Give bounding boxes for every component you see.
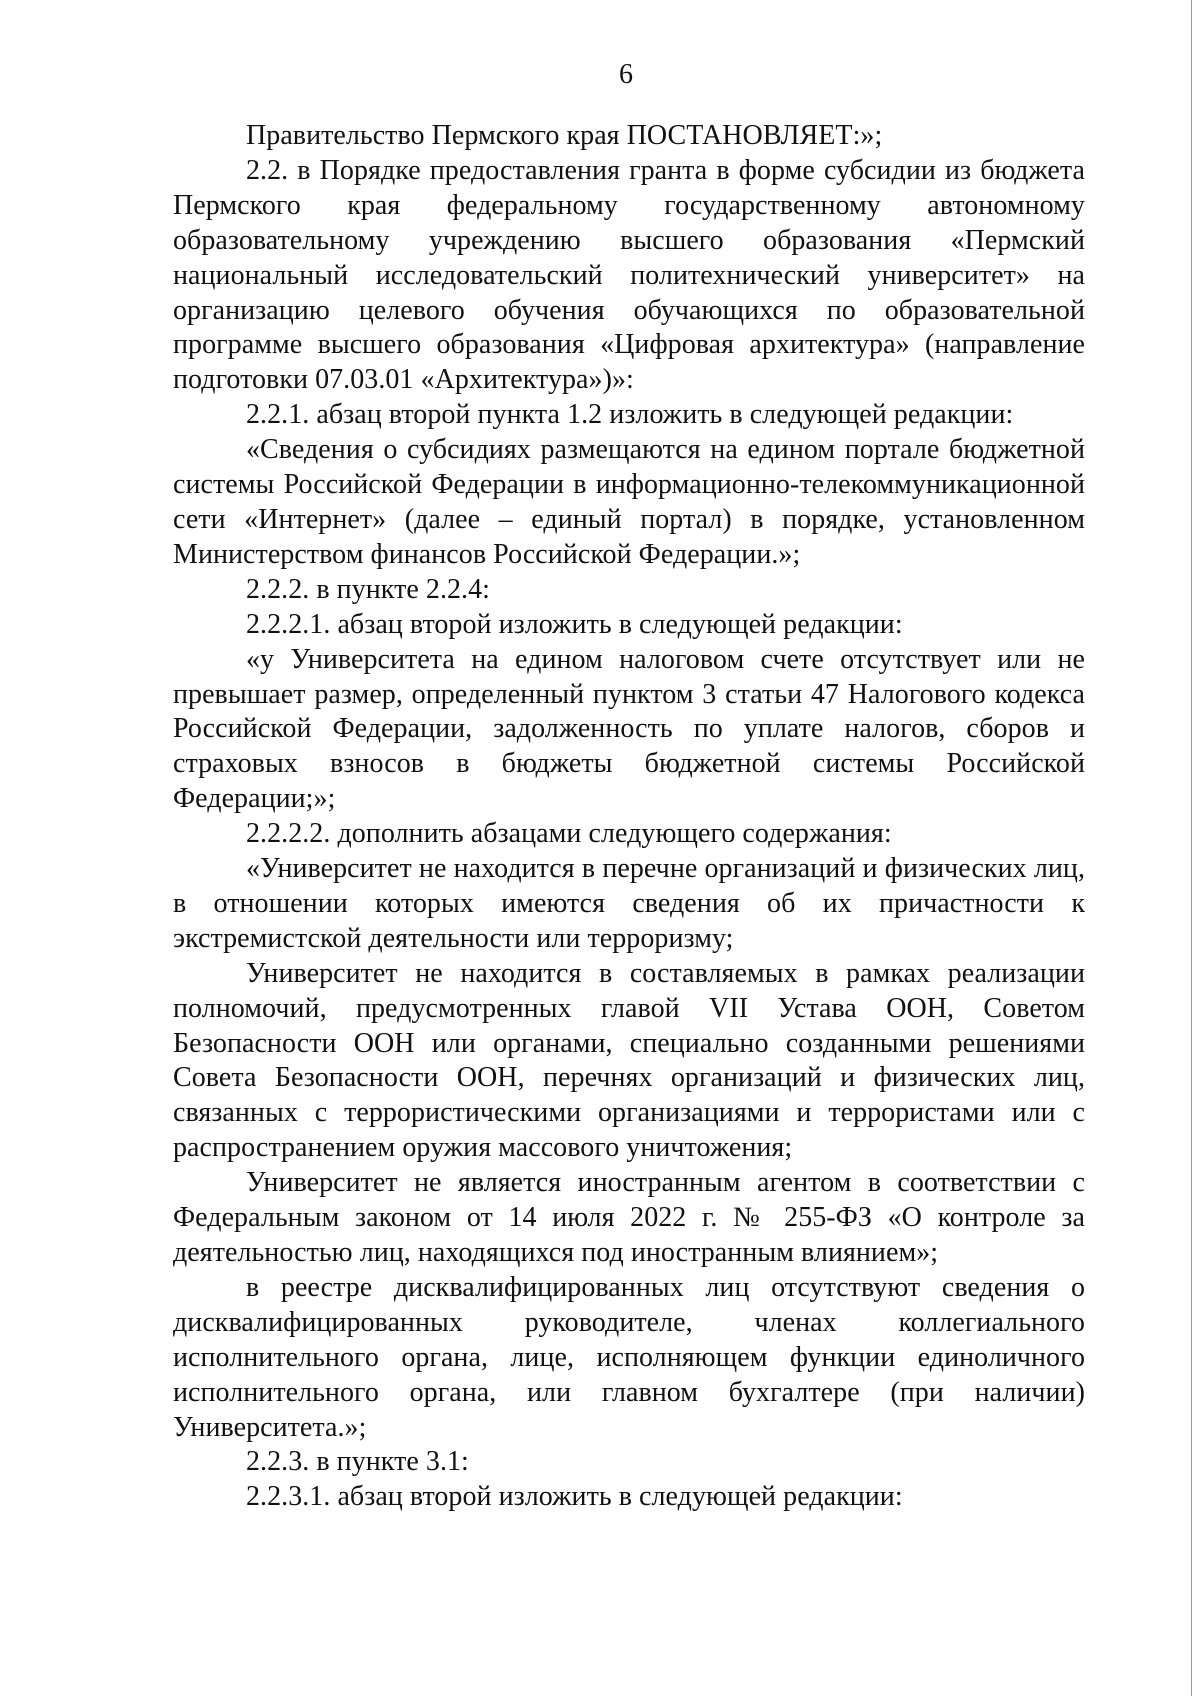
paragraph-2-2: 2.2. в Порядке предоставления гранта в форме субсидии из бюджета Пермского края федеральному государственному автономному образовательному учреждению высшего образования «Пермский национальный исследовательский политехнический университет» на организацию целевого обучения обучающихся по образовательной программе высшего образования «Цифровая архитектура» (направление подготовки 07.03.01 «Архитектура»)»: (173, 154, 1085, 396)
paragraph-resolves: Правительство Пермского края ПОСТАНОВЛЯЕТ:»; (246, 120, 883, 151)
paragraph-2-2-1: 2.2.1. абзац второй пункта 1.2 изложить в следующей редакции: (246, 399, 1014, 431)
paragraph-disqualified: в реестре дисквалифицированных лиц отсутствуют сведения о дисквалифицированных руководителе, членах коллегиального исполнительного органа, лице, исполняющем функции единоличного исполнительного органа, или главном бухгалтере (при наличии) Университета.»; (173, 1271, 1085, 1443)
paragraph-2-2-3: 2.2.3. в пункте 3.1: (246, 1446, 469, 1478)
document-body (173, 119, 1085, 1515)
page-edge (1191, 0, 1192, 1696)
page-number: 6 (619, 59, 633, 90)
paragraph-extremism: «Университет не находится в перечне организаций и физических лиц, в отношении которых имеются сведения об их причастности к экстремистской деятельности или терроризму; (173, 853, 1085, 954)
paragraph-2-2-2: 2.2.2. в пункте 2.2.4: (246, 573, 490, 605)
paragraph-2-2-3-1: 2.2.3.1. абзац второй изложить в следующей редакции: (246, 1481, 903, 1513)
paragraph-tax-debt: «у Университета на едином налоговом счете отсутствует или не превышает размер, определенный пунктом 3 статьи 47 Налогового кодекса Российской Федерации, задолженность по уплате налогов, сборов и страховых взносов в бюджеты бюджетной системы Российской Федерации;»; (173, 643, 1085, 815)
paragraph-foreign-agent: Университет не является иностранным агентом в соответствии с Федеральным законом от 14 июля 2022 г. № 255-ФЗ «О контроле за деятельностью лиц, находящихся под иностранным влиянием»; (173, 1167, 1085, 1268)
paragraph-subsidy-info: «Сведения о субсидиях размещаются на едином портале бюджетной системы Российской Федерации в информационно-телекоммуникационной сети «Интернет» (далее – единый портал) в порядке, установленном Министерством финансов Российской Федерации.»; (173, 434, 1085, 570)
paragraph-2-2-2-2: 2.2.2.2. дополнить абзацами следующего содержания: (246, 818, 892, 850)
paragraph-un-lists: Университет не находится в составляемых в рамках реализации полномочий, предусмотренных главой VII Устава ООН, Советом Безопасности ООН или органами, специально созданными решениями Совета Безопасности ООН, перечнях организаций и физических лиц, связанных с террористическими организациями и террористами или с распространением оружия массового уничтожения; (173, 957, 1085, 1164)
paragraph-2-2-2-1: 2.2.2.1. абзац второй изложить в следующей редакции: (246, 608, 903, 640)
